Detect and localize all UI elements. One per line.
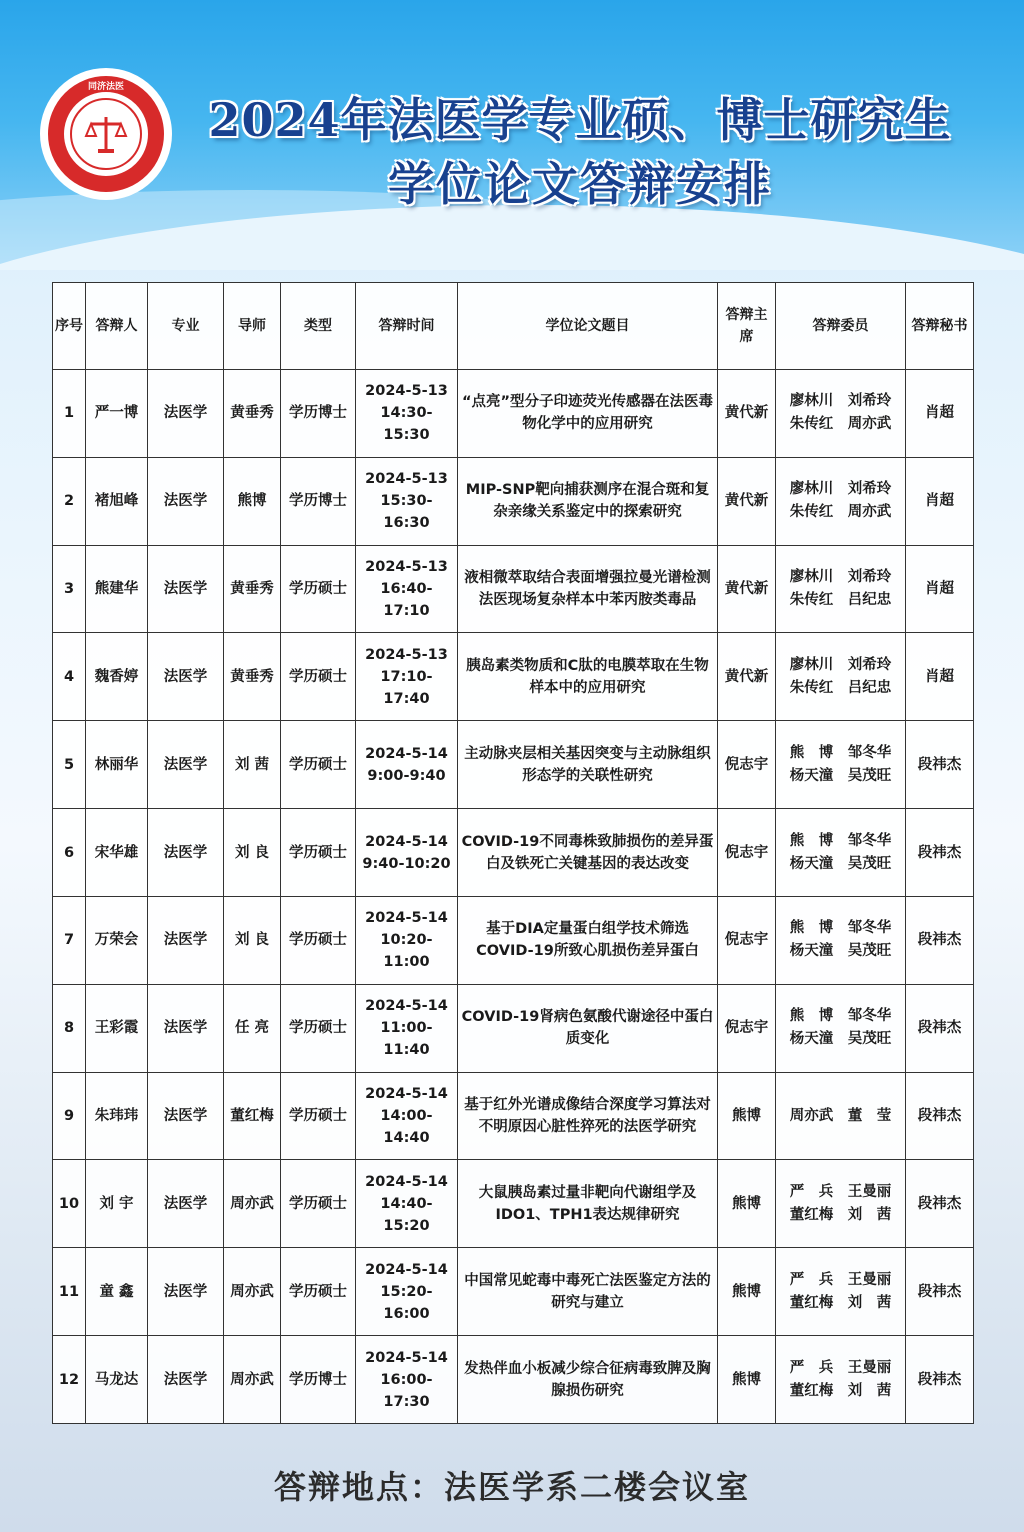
cell-committee-text: 熊 博 邹冬华 杨天潼 吴茂旺: [789, 832, 892, 872]
cell-type: [281, 1072, 356, 1160]
cell-type-text: 学历硕士: [289, 1283, 347, 1300]
cell-advisor: [224, 1336, 281, 1424]
cell-major-text: 法医学: [163, 844, 208, 861]
defense-time: 11:00-11:40: [380, 1020, 433, 1059]
cell-advisor-text: 熊博: [237, 493, 267, 510]
cell-no: [53, 633, 86, 721]
cell-no-text: 5: [63, 756, 75, 773]
table-row: [53, 721, 974, 809]
cell-type-text: 学历博士: [289, 493, 347, 510]
cell-advisor: [224, 370, 281, 458]
defense-time: 16:00-17:30: [380, 1371, 433, 1410]
cell-advisor-text: 周亦武: [230, 1195, 274, 1212]
cell-title-text: COVID-19不同毒株致肺损伤的差异蛋白及铁死亡关键基因的表达改变: [461, 833, 714, 872]
cell-title: [458, 1160, 718, 1248]
table-row: [53, 545, 974, 633]
cell-major-text: 法医学: [163, 1371, 208, 1388]
cell-chair: [718, 457, 776, 545]
cell-chair: [718, 370, 776, 458]
cell-type: [281, 721, 356, 809]
cell-chair-text: 熊博: [732, 1108, 761, 1125]
cell-title-text: 基于DIA定量蛋白组学技术筛选COVID-19所致心肌损伤差异蛋白: [476, 921, 699, 960]
cell-committee-text: 廖林川 刘希玲 朱传红 吕纪忠: [789, 656, 892, 696]
cell-no-text: 1: [63, 405, 75, 422]
cell-chair-text: 倪志宇: [724, 844, 769, 861]
defense-date: 2024-5-13: [365, 383, 448, 400]
cell-committee: [776, 721, 906, 809]
table-row: [53, 1248, 974, 1336]
cell-type-text: 学历博士: [289, 1371, 347, 1388]
cell-chair-text: 倪志宇: [724, 932, 769, 949]
schedule-table-container: [52, 282, 973, 1424]
cell-committee: [776, 370, 906, 458]
cell-type: [281, 1160, 356, 1248]
cell-secretary-text: 肖超: [925, 493, 954, 510]
cell-major: [148, 1072, 224, 1160]
cell-advisor-text: 任 亮: [234, 1020, 270, 1037]
cell-major-text: 法医学: [163, 493, 208, 510]
cell-advisor-text: 黄垂秀: [230, 581, 274, 598]
cell-committee-text: 严 兵 王曼丽 董红梅 刘 茜: [789, 1271, 892, 1311]
cell-secretary-text: 段祎杰: [917, 1020, 962, 1037]
header-chair: 答辩主席: [718, 283, 776, 370]
page-title: 2024年法医学专业硕、博士研究生: [208, 93, 952, 147]
defense-date: 2024-5-14: [365, 745, 448, 762]
defense-time: 15:20-16:00: [380, 1283, 433, 1322]
cell-advisor: [224, 545, 281, 633]
cell-secretary-text: 段祎杰: [917, 1108, 962, 1125]
header-secretary: 答辩秘书: [906, 283, 974, 370]
cell-advisor-text: 刘 良: [234, 844, 270, 861]
department-logo: [44, 72, 168, 196]
cell-title-text: COVID-19肾病色氨酸代谢途径中蛋白质变化: [461, 1009, 714, 1048]
cell-major: [148, 1160, 224, 1248]
cell-name-text: 刘 宇: [99, 1195, 134, 1212]
cell-name-text: 朱玮玮: [94, 1108, 139, 1125]
cell-type: [281, 809, 356, 897]
cell-type: [281, 1336, 356, 1424]
header-title: 学位论文题目: [458, 283, 718, 370]
cell-name-text: 褚旭峰: [94, 493, 139, 510]
cell-no-text: 6: [63, 844, 75, 861]
cell-time: [356, 984, 458, 1072]
cell-secretary: [906, 633, 974, 721]
cell-secretary-text: 肖超: [925, 405, 954, 422]
cell-chair: [718, 721, 776, 809]
cell-advisor: [224, 1248, 281, 1336]
cell-secretary: [906, 1160, 974, 1248]
cell-type-text: 学历硕士: [289, 1195, 347, 1212]
header-time: 答辩时间: [356, 283, 458, 370]
cell-name: [86, 809, 148, 897]
cell-no: [53, 984, 86, 1072]
cell-title: [458, 896, 718, 984]
cell-secretary: [906, 1248, 974, 1336]
cell-time: [356, 721, 458, 809]
cell-no: [53, 809, 86, 897]
defense-date: 2024-5-14: [365, 833, 448, 850]
cell-type: [281, 370, 356, 458]
defense-time: 15:30-16:30: [380, 493, 433, 532]
scales-icon: [70, 98, 142, 170]
cell-committee-text: 周亦武 董 莹: [789, 1107, 892, 1124]
cell-name: [86, 984, 148, 1072]
cell-type: [281, 545, 356, 633]
cell-title: [458, 1248, 718, 1336]
cell-chair-text: 黄代新: [724, 493, 769, 510]
cell-type: [281, 457, 356, 545]
header-no: 序号: [53, 283, 86, 370]
cell-secretary: [906, 984, 974, 1072]
cell-name: [86, 457, 148, 545]
cell-name-text: 王彩霞: [94, 1020, 139, 1037]
cell-no: [53, 370, 86, 458]
cell-chair-text: 黄代新: [724, 405, 769, 422]
cell-major: [148, 370, 224, 458]
table-row: [53, 457, 974, 545]
cell-major-text: 法医学: [163, 1195, 208, 1212]
cell-title-text: MIP-SNP靶向捕获测序在混合斑和复杂亲缘关系鉴定中的探索研究: [465, 482, 710, 521]
defense-date: 2024-5-14: [365, 910, 448, 927]
defense-location: 答辩地点：法医学系二楼会议室: [273, 1468, 750, 1506]
cell-type-text: 学历硕士: [289, 932, 347, 949]
cell-chair-text: 黄代新: [724, 581, 769, 598]
cell-major-text: 法医学: [163, 1283, 208, 1300]
cell-time: [356, 809, 458, 897]
defense-time: 14:00-14:40: [380, 1108, 433, 1147]
cell-name: [86, 633, 148, 721]
cell-name: [86, 1336, 148, 1424]
cell-advisor-text: 周亦武: [230, 1283, 274, 1300]
cell-major-text: 法医学: [163, 405, 208, 422]
header-type: 类型: [281, 283, 356, 370]
cell-committee-text: 严 兵 王曼丽 董红梅 刘 茜: [789, 1359, 892, 1399]
cell-no-text: 9: [63, 1108, 75, 1125]
cell-no-text: 2: [63, 493, 75, 510]
defense-date: 2024-5-14: [365, 1086, 448, 1103]
cell-name-text: 林丽华: [94, 756, 139, 773]
cell-advisor-text: 刘 茜: [234, 756, 270, 773]
header-advisor: 导师: [224, 283, 281, 370]
cell-type-text: 学历硕士: [289, 844, 347, 861]
cell-chair: [718, 1336, 776, 1424]
cell-advisor: [224, 809, 281, 897]
cell-title: [458, 370, 718, 458]
cell-chair: [718, 1072, 776, 1160]
cell-major-text: 法医学: [163, 668, 208, 685]
defense-time: 14:30-15:30: [380, 405, 433, 444]
defense-time: 17:10-17:40: [380, 668, 433, 707]
defense-date: 2024-5-13: [365, 559, 448, 576]
cell-title-text: 液相微萃取结合表面增强拉曼光谱检测法医现场复杂样本中苯丙胺类毒品: [464, 570, 711, 609]
cell-type-text: 学历硕士: [289, 581, 347, 598]
cell-major: [148, 896, 224, 984]
table-row: [53, 1336, 974, 1424]
cell-committee: [776, 457, 906, 545]
cell-committee: [776, 809, 906, 897]
cell-name: [86, 896, 148, 984]
cell-type-text: 学历博士: [289, 405, 347, 422]
defense-date: 2024-5-14: [365, 1173, 448, 1190]
cell-major: [148, 633, 224, 721]
cell-chair: [718, 809, 776, 897]
cell-title: [458, 545, 718, 633]
cell-chair-text: 倪志宇: [724, 756, 769, 773]
cell-advisor-text: 黄垂秀: [230, 668, 274, 685]
table-row: [53, 984, 974, 1072]
cell-committee-text: 熊 博 邹冬华 杨天潼 吴茂旺: [789, 744, 892, 784]
cell-type-text: 学历硕士: [289, 756, 347, 773]
cell-no-text: 10: [58, 1195, 80, 1212]
cell-no-text: 11: [58, 1283, 80, 1300]
defense-time: 16:40-17:10: [380, 581, 433, 620]
cell-committee: [776, 896, 906, 984]
cell-major-text: 法医学: [163, 756, 208, 773]
cell-secretary: [906, 457, 974, 545]
defense-time: 14:40-15:20: [380, 1195, 433, 1234]
cell-advisor: [224, 457, 281, 545]
cell-name: [86, 545, 148, 633]
cell-title: [458, 633, 718, 721]
cell-no: [53, 1160, 86, 1248]
cell-advisor: [224, 1072, 281, 1160]
defense-schedule-table: [52, 282, 974, 1424]
cell-title-text: 胰岛素类物质和C肽的电膜萃取在生物样本中的应用研究: [466, 657, 709, 696]
cell-time: [356, 1072, 458, 1160]
cell-title: [458, 457, 718, 545]
header-name: 答辩人: [86, 283, 148, 370]
table-row: [53, 370, 974, 458]
cell-committee: [776, 1248, 906, 1336]
cell-no: [53, 1336, 86, 1424]
cell-chair: [718, 633, 776, 721]
cell-no: [53, 457, 86, 545]
cell-no-text: 3: [63, 581, 75, 598]
cell-no: [53, 545, 86, 633]
cell-chair-text: 倪志宇: [724, 1020, 769, 1037]
cell-major-text: 法医学: [163, 1020, 208, 1037]
cell-title-text: 中国常见蛇毒中毒死亡法医鉴定方法的研究与建立: [464, 1272, 711, 1311]
cell-committee: [776, 1336, 906, 1424]
cell-major: [148, 721, 224, 809]
cell-type: [281, 896, 356, 984]
cell-no-text: 12: [58, 1371, 80, 1388]
cell-no: [53, 1072, 86, 1160]
cell-committee-text: 廖林川 刘希玲 朱传红 周亦武: [789, 481, 892, 521]
cell-committee: [776, 1160, 906, 1248]
cell-committee: [776, 1072, 906, 1160]
cell-secretary-text: 段祎杰: [917, 844, 962, 861]
header-major: 专业: [148, 283, 224, 370]
cell-secretary-text: 肖超: [925, 668, 954, 685]
cell-advisor-text: 黄垂秀: [230, 405, 274, 422]
cell-title: [458, 984, 718, 1072]
cell-advisor-text: 董红梅: [230, 1108, 274, 1125]
cell-committee-text: 熊 博 邹冬华 杨天潼 吴茂旺: [789, 1008, 892, 1048]
cell-advisor-text: 周亦武: [230, 1371, 274, 1388]
cell-title-text: “点亮”型分子印迹荧光传感器在法医毒物化学中的应用研究: [461, 394, 714, 433]
table-row: [53, 633, 974, 721]
cell-chair: [718, 896, 776, 984]
cell-secretary: [906, 721, 974, 809]
cell-secretary-text: 段祎杰: [917, 756, 962, 773]
cell-major-text: 法医学: [163, 932, 208, 949]
cell-committee-text: 熊 博 邹冬华 杨天潼 吴茂旺: [789, 920, 892, 960]
cell-advisor: [224, 1160, 281, 1248]
cell-secretary: [906, 1336, 974, 1424]
table-row: [53, 1160, 974, 1248]
cell-advisor: [224, 984, 281, 1072]
cell-time: [356, 1336, 458, 1424]
cell-chair: [718, 545, 776, 633]
cell-time: [356, 457, 458, 545]
cell-name-text: 严一博: [94, 405, 139, 422]
cell-major-text: 法医学: [163, 1108, 208, 1125]
cell-advisor: [224, 633, 281, 721]
defense-date: 2024-5-13: [365, 646, 448, 663]
cell-time: [356, 370, 458, 458]
cell-major: [148, 984, 224, 1072]
table-row: [53, 1072, 974, 1160]
cell-name: [86, 721, 148, 809]
defense-date: 2024-5-14: [365, 1349, 448, 1366]
cell-type-text: 学历硕士: [289, 1108, 347, 1125]
cell-no-text: 8: [63, 1020, 75, 1037]
page-subtitle: 学位论文答辩安排: [388, 157, 772, 211]
cell-name: [86, 1072, 148, 1160]
cell-time: [356, 1160, 458, 1248]
cell-chair-text: 黄代新: [724, 668, 769, 685]
cell-no: [53, 1248, 86, 1336]
cell-type: [281, 1248, 356, 1336]
cell-secretary-text: 肖超: [925, 581, 954, 598]
cell-committee: [776, 545, 906, 633]
cell-secretary-text: 段祎杰: [917, 1195, 962, 1212]
cell-name-text: 童 鑫: [99, 1283, 134, 1300]
cell-title-text: 大鼠胰岛素过量非靶向代谢组学及IDO1、TPH1表达规律研究: [478, 1184, 697, 1223]
cell-chair-text: 熊博: [732, 1371, 761, 1388]
cell-type: [281, 633, 356, 721]
cell-title: [458, 809, 718, 897]
cell-type: [281, 984, 356, 1072]
cell-secretary: [906, 370, 974, 458]
cell-secretary: [906, 1072, 974, 1160]
cell-chair-text: 熊博: [732, 1195, 761, 1212]
cell-major: [148, 457, 224, 545]
cell-committee-text: 廖林川 刘希玲 朱传红 吕纪忠: [789, 569, 892, 609]
logo-text: 同济法医: [87, 82, 124, 92]
cell-secretary: [906, 896, 974, 984]
cell-committee: [776, 633, 906, 721]
cell-major-text: 法医学: [163, 581, 208, 598]
cell-title: [458, 1336, 718, 1424]
defense-date: 2024-5-13: [365, 471, 448, 488]
cell-name: [86, 1248, 148, 1336]
cell-major: [148, 1336, 224, 1424]
cell-type-text: 学历硕士: [289, 668, 347, 685]
cell-chair-text: 熊博: [732, 1283, 761, 1300]
cell-no-text: 7: [63, 932, 75, 949]
cell-name: [86, 1160, 148, 1248]
cell-time: [356, 545, 458, 633]
cell-committee: [776, 984, 906, 1072]
cell-secretary: [906, 545, 974, 633]
table-row: [53, 896, 974, 984]
defense-date: 2024-5-14: [365, 1261, 448, 1278]
cell-title: [458, 1072, 718, 1160]
cell-major: [148, 1248, 224, 1336]
cell-name-text: 万荣会: [94, 932, 139, 949]
defense-date: 2024-5-14: [365, 998, 448, 1015]
cell-major: [148, 809, 224, 897]
cell-name: [86, 370, 148, 458]
cell-name-text: 熊建华: [94, 581, 139, 598]
cell-chair: [718, 1248, 776, 1336]
table-header-row: [53, 283, 974, 370]
cell-title-text: 主动脉夹层相关基因突变与主动脉组织形态学的关联性研究: [464, 745, 711, 784]
cell-time: [356, 1248, 458, 1336]
cell-no: [53, 896, 86, 984]
cell-no-text: 4: [63, 668, 75, 685]
cell-secretary: [906, 809, 974, 897]
cell-name-text: 马龙达: [94, 1371, 139, 1388]
cell-secretary-text: 段祎杰: [917, 1371, 962, 1388]
cell-no: [53, 721, 86, 809]
cell-secretary-text: 段祎杰: [917, 1283, 962, 1300]
cell-name-text: 宋华雄: [94, 844, 139, 861]
cell-advisor-text: 刘 良: [234, 932, 270, 949]
cell-time: [356, 633, 458, 721]
header-committee: 答辩委员: [776, 283, 906, 370]
cell-title: [458, 721, 718, 809]
cell-title-text: 基于红外光谱成像结合深度学习算法对不明原因心脏性猝死的法医学研究: [464, 1097, 711, 1136]
cell-advisor: [224, 896, 281, 984]
cell-advisor: [224, 721, 281, 809]
cell-time: [356, 896, 458, 984]
cell-major: [148, 545, 224, 633]
cell-committee-text: 严 兵 王曼丽 董红梅 刘 茜: [789, 1183, 892, 1223]
cell-secretary-text: 段祎杰: [917, 932, 962, 949]
table-row: [53, 809, 974, 897]
cell-title-text: 发热伴血小板减少综合征病毒致脾及胸腺损伤研究: [464, 1360, 711, 1399]
defense-time: 9:40-10:20: [362, 855, 451, 872]
defense-time: 9:00-9:40: [367, 767, 446, 784]
cell-committee-text: 廖林川 刘希玲 朱传红 周亦武: [789, 393, 892, 433]
cell-name-text: 魏香婷: [94, 668, 139, 685]
cell-chair: [718, 1160, 776, 1248]
defense-time: 10:20-11:00: [380, 932, 433, 971]
cell-type-text: 学历硕士: [289, 1020, 347, 1037]
cell-chair: [718, 984, 776, 1072]
